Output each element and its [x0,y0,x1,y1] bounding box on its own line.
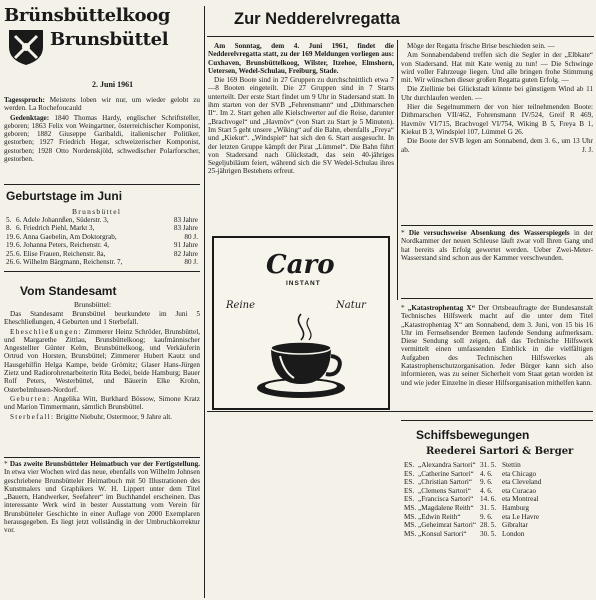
list-item: 8. 6. Friedrich Piehl, Markt 3, 83 Jahre [6,224,198,233]
lowering-article: * Die versuchsweise Absenkung des Wasserspiegels in der Nordkammer der neuen Schleuse läuft zwar voll Ihren Gang und hat bereits als Erfolg gewertet werden. Ueber Zwei-Meter-Wasserstand sind schon aus der Kammer verschwunden. [401,229,594,262]
list-item: 19. 6. Anna Gaebelin, Am Doktorgrab, 80 J. [6,232,198,241]
ship-list [404,461,593,538]
regatta-body: Am Sonntag, dem 4. Juni 1961, findet die Nedderelvregatta statt, zu der 169 Meldungen vorliegen aus: Cuxhaven, Brunsbüttelkoog, Wilster, Itzehoe, Elmshorn, Uetersen, Wedel-Schulau, Freiburg, Stade. Die 169 Boote sind in 27 Gruppen zu durchschnittlich etwa 7—8 Booten eingeteilt. Die 27 Gruppen sind in 7 Starts unterteilt. Der erste Start findet um 9 Uhr in Stadersand statt. In ihm starten von der SVB „Fehrensmann“ und „Dithmarschen II“. Im 2. Start gehen alle Kielschwerter auf die Reise, darunter „Brachvogel“ und „Havmöv“ (von Start zu Start je 5 Minuten). Im Start 5 geht unsere „Wiking“ auf die Bahn, ebenfalls „Freya“ und „Kiekut“. „Windspiel“ hat sich den 6. Start ausgesucht. In der letzten Gruppe kämpft der Pirat „Lümmel“. Die Bahn führt von Stadersand nach Glückstadt, das sein 40-jähriges Segeljubiläum feiert, während sich die SV Wedel-Schulau ihres 25-jährigen Bestehens erfreut. [208,42,394,176]
caro-advertisement [212,236,390,410]
list-item: 25. 6. Elise Frauen, Reichenstr. 8a, 82 Jahre [6,249,198,258]
list-item: 19. 6. Johanna Peters, Reichenstr. 4, 91 Jahre [6,241,198,250]
divider [207,36,594,37]
masthead-crest [6,27,46,67]
divider [401,420,593,421]
ad-brand: Caro [266,250,335,280]
list-item: ES. „Christian Sartori“ 9. 6. eta Cleveland [404,478,542,487]
list-item: ES. „Clemens Sartori“ 4. 6. eta Curacao [404,486,537,495]
list-item: 5. 6. Adele Johannßen, Süderstr. 3, 83 Jahre [6,216,198,224]
ad-sub: INSTANT [286,280,321,287]
regatta-continued: Möge der Regatta frische Brise beschieden sein. — Am Sonnabendabend treffen sich die Segler in der „Elbkate“ von Stadersand. Hat mit Kate wenig zu tun! — Die Schwinge wird voller Fahrzeuge liegen. Und alle bringen frohe Stimmung mit. Wir wünschen dieser großen Regatta guten Erfolg. — Die Ziellinie bei Glückstadt könnte bei günstigem Wind ab 11 Uhr durchlaufen werden. — Hier die Segelnummern der von hier teilnehmenden Boote: Dithmarschen VII/462, Fohrensmann IV/524, Greif R 469, Havmöv VI/715, Brachvogel VI/754, Wiking B 5, Freya B 1, Kiekut B 3, Windspiel 107, Lümmel G 26. Die Boote der SVB legen am Sonnabend, dem 3. 6., um 13 Uhr ab. J. J. [401,42,593,154]
issue-date: 2. Juni 1961 [92,80,134,89]
katastrophe-article: * „Katastrophentag X“ Der Ortsbeauftragte der Bundesanstalt Technisches Hilfswerk macht auf die unter dem Titel „Katastrophentag X“ am Sonnabend, dem 3. Juni, von 15 bis 16 Uhr im Fernsehsender Bremen laufende Sendung aufmerksam. Diese Sendung soll zeigen, daß das Technische Hilfswerk vermittelt einen umfassenden Einblick in die vielfältigen Aufgaben des Technischen Hilfswerkes als Katastrophenschutzorganisation. Jeder Bürger kann sich also informieren, was zu seiner Sicherheit vom Staat getan worden ist und wie jeder Einzelne in dieser Hilfsorganisation mithelfen kann. [401,304,594,387]
registry-body: Das Standesamt Brunsbüttel beurkundete im Juni 5 Eheschließungen, 4 Geburten und 1 Sterbefall. Eheschließungen: Zimmerer Heinz Schröder, Brunsbüttel, und Margarethe Zittlau, Brunsbüttelkoog; kaufmännischer Angestellter Günter Kelm, Brunsbüttelkoog, und Verkäuferin Ortrud von Horsten, Brunsbüttel; Zimmerer Hubert Kautz und Hausgehilfin Helga Kampe, beide Grömitz; Glaser Hans-Jürgen Zietz und Radiorohrenarbeiterin Rita Bedei, beide Hamburg; Bauer Rolf Peters, Westerbüttel, und Bäuerin Elke Krohn, Osterbelmhusen-Nordorf. Geburten: Angelika Witt, Burkhard Bössow, Simone Kratz und Marion Timmermann, sämtlich Brunsbüttel. Sterbefall: Brigitte Niebuhr, Ostermoor, 9 Jahre alt. [4,310,200,421]
list-item: ES. „Francisca Sartori“ 14. 6. eta Montreal [404,495,539,504]
ad-word-right: Natur [336,300,366,311]
ships-heading: Schiffsbewegungen [416,428,530,442]
column-separator [204,6,205,598]
coffee-cup-icon [254,312,348,402]
birthdays-heading: Geburtstage im Juni [6,189,123,203]
list-item: MS. „Geheimrat Sartori“ 28. 5. Gibraltar [404,521,528,530]
birthdays-town: Brunsbüttel [72,207,122,216]
birthday-list [6,216,198,266]
divider [401,225,593,226]
list-item: MS. „Edwin Reith“ 9. 6. eta Le Havre [404,512,540,521]
masthead-subtitle: Brunsbüttel [50,29,169,50]
list-item: 26. 6. Wilhelm Bärgmann, Reichenstr. 7, 80 J. [6,258,198,267]
divider [4,457,200,458]
star-icon: * [401,304,405,312]
list-item: ES. „Catherine Sartori“ 4. 6. eta Chicago [404,469,537,478]
list-item: MS. „Magdalene Reith“ 31. 5. Hamburg [404,503,530,512]
star-icon: * [401,229,405,237]
list-item: ES. „Alexandra Sartori“ 31. 5. Stettin [404,461,521,469]
ships-company: Reederei Sartori & Berger [426,446,574,457]
divider [207,411,593,412]
ad-word-left: Reine [226,300,256,311]
regatta-title: Zur Nedderelvregatta [234,10,400,28]
divider [401,298,593,299]
left-intro: Tagesspruch: Meistens loben wir nur, um wieder gelobt zu werden. La Rochefoucauld Gedenktage: 1840 Thomas Hardy, englischer Schriftsteller, geboren; 1863 Felix von Weingartner, österreichischer Komponist, geboren; 1882 Giuseppe Garibaldi, italienischer Politiker, gestorben; 1927 Friedrich Hegar, schweizerischer Komponist, gestorben; 1928 Otto Nordenskjöld, schwedischer Polarforscher, gestorben. [4,96,200,164]
heimatbuch-article: * Das zweite Brunsbütteler Heimatbuch vor der Fertigstellung. In etwa vier Wochen wird das neue, ebenfalls von Wilhelm Johnsen geschriebene Brunsbütteler Heimatbuch mit 50 Illustrationen des Kunstmalers und Graphikers W. H. Lippert unter dem Titel „Bauern, Handwerker, Seefahrer“ im Buchhandel erscheinen. Das interessante Werk wird in bester Ausstattung vom Verein für Brunsbütteler Geschichte in einer Auflage von 2000 Exemplaren herausgegeben. Es liegt jetzt vollständig in der Umbruchkorrektur vor. [4,460,200,535]
registry-town: Brunsbüttel: [74,300,112,309]
star-icon: * [4,460,8,468]
column-separator [397,40,398,300]
list-item: MS. „Konsul Sartori“ 30. 5. London [404,529,525,538]
divider [4,184,200,185]
divider [4,271,200,272]
masthead-title: Brünsbüttelkoog [4,5,171,26]
registry-heading: Vom Standesamt [20,284,117,298]
